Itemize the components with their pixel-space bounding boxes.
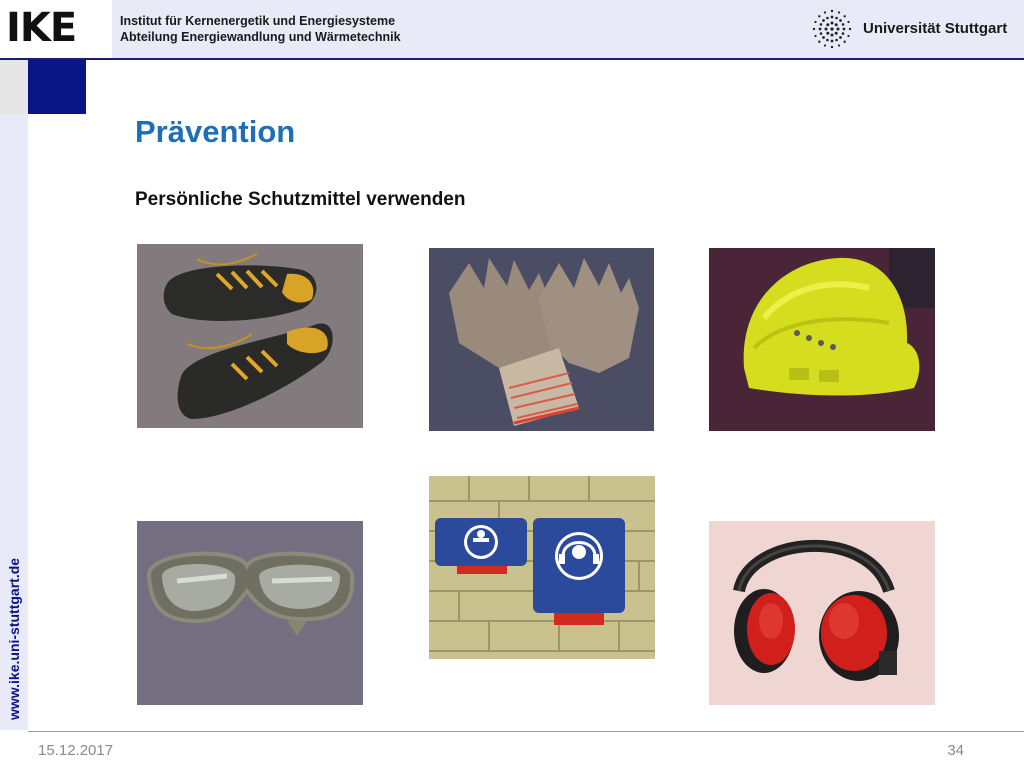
footer-divider	[28, 731, 1024, 732]
ike-logo-text: IKE	[6, 5, 77, 51]
department-name: Abteilung Energiewandlung und Wärmetechnik	[120, 30, 401, 44]
corner-gray-block	[0, 60, 28, 114]
page-number: 34	[947, 742, 964, 759]
safety-goggles-photo	[137, 521, 363, 705]
university-name: Universität Stuttgart	[863, 20, 1008, 37]
website-url: www.ike.uni-stuttgart.de	[6, 557, 22, 720]
safety-shoes-photo	[137, 244, 363, 428]
ear-protection-photo	[709, 521, 935, 705]
header-bar	[0, 0, 1024, 60]
corner-blue-square	[28, 60, 86, 114]
university-seal-icon	[810, 7, 854, 51]
slide-title: Prävention	[135, 114, 296, 149]
slide-subtitle: Persönliche Schutzmittel verwenden	[135, 189, 466, 210]
institute-name: Institut für Kernenergetik und Energiesysteme	[120, 14, 396, 28]
protective-gear-boxes-photo	[429, 476, 655, 659]
footer-date: 15.12.2017	[38, 742, 114, 759]
hard-hat-photo	[709, 248, 935, 431]
ike-logo	[0, 0, 112, 58]
safety-gloves-photo	[429, 248, 654, 431]
